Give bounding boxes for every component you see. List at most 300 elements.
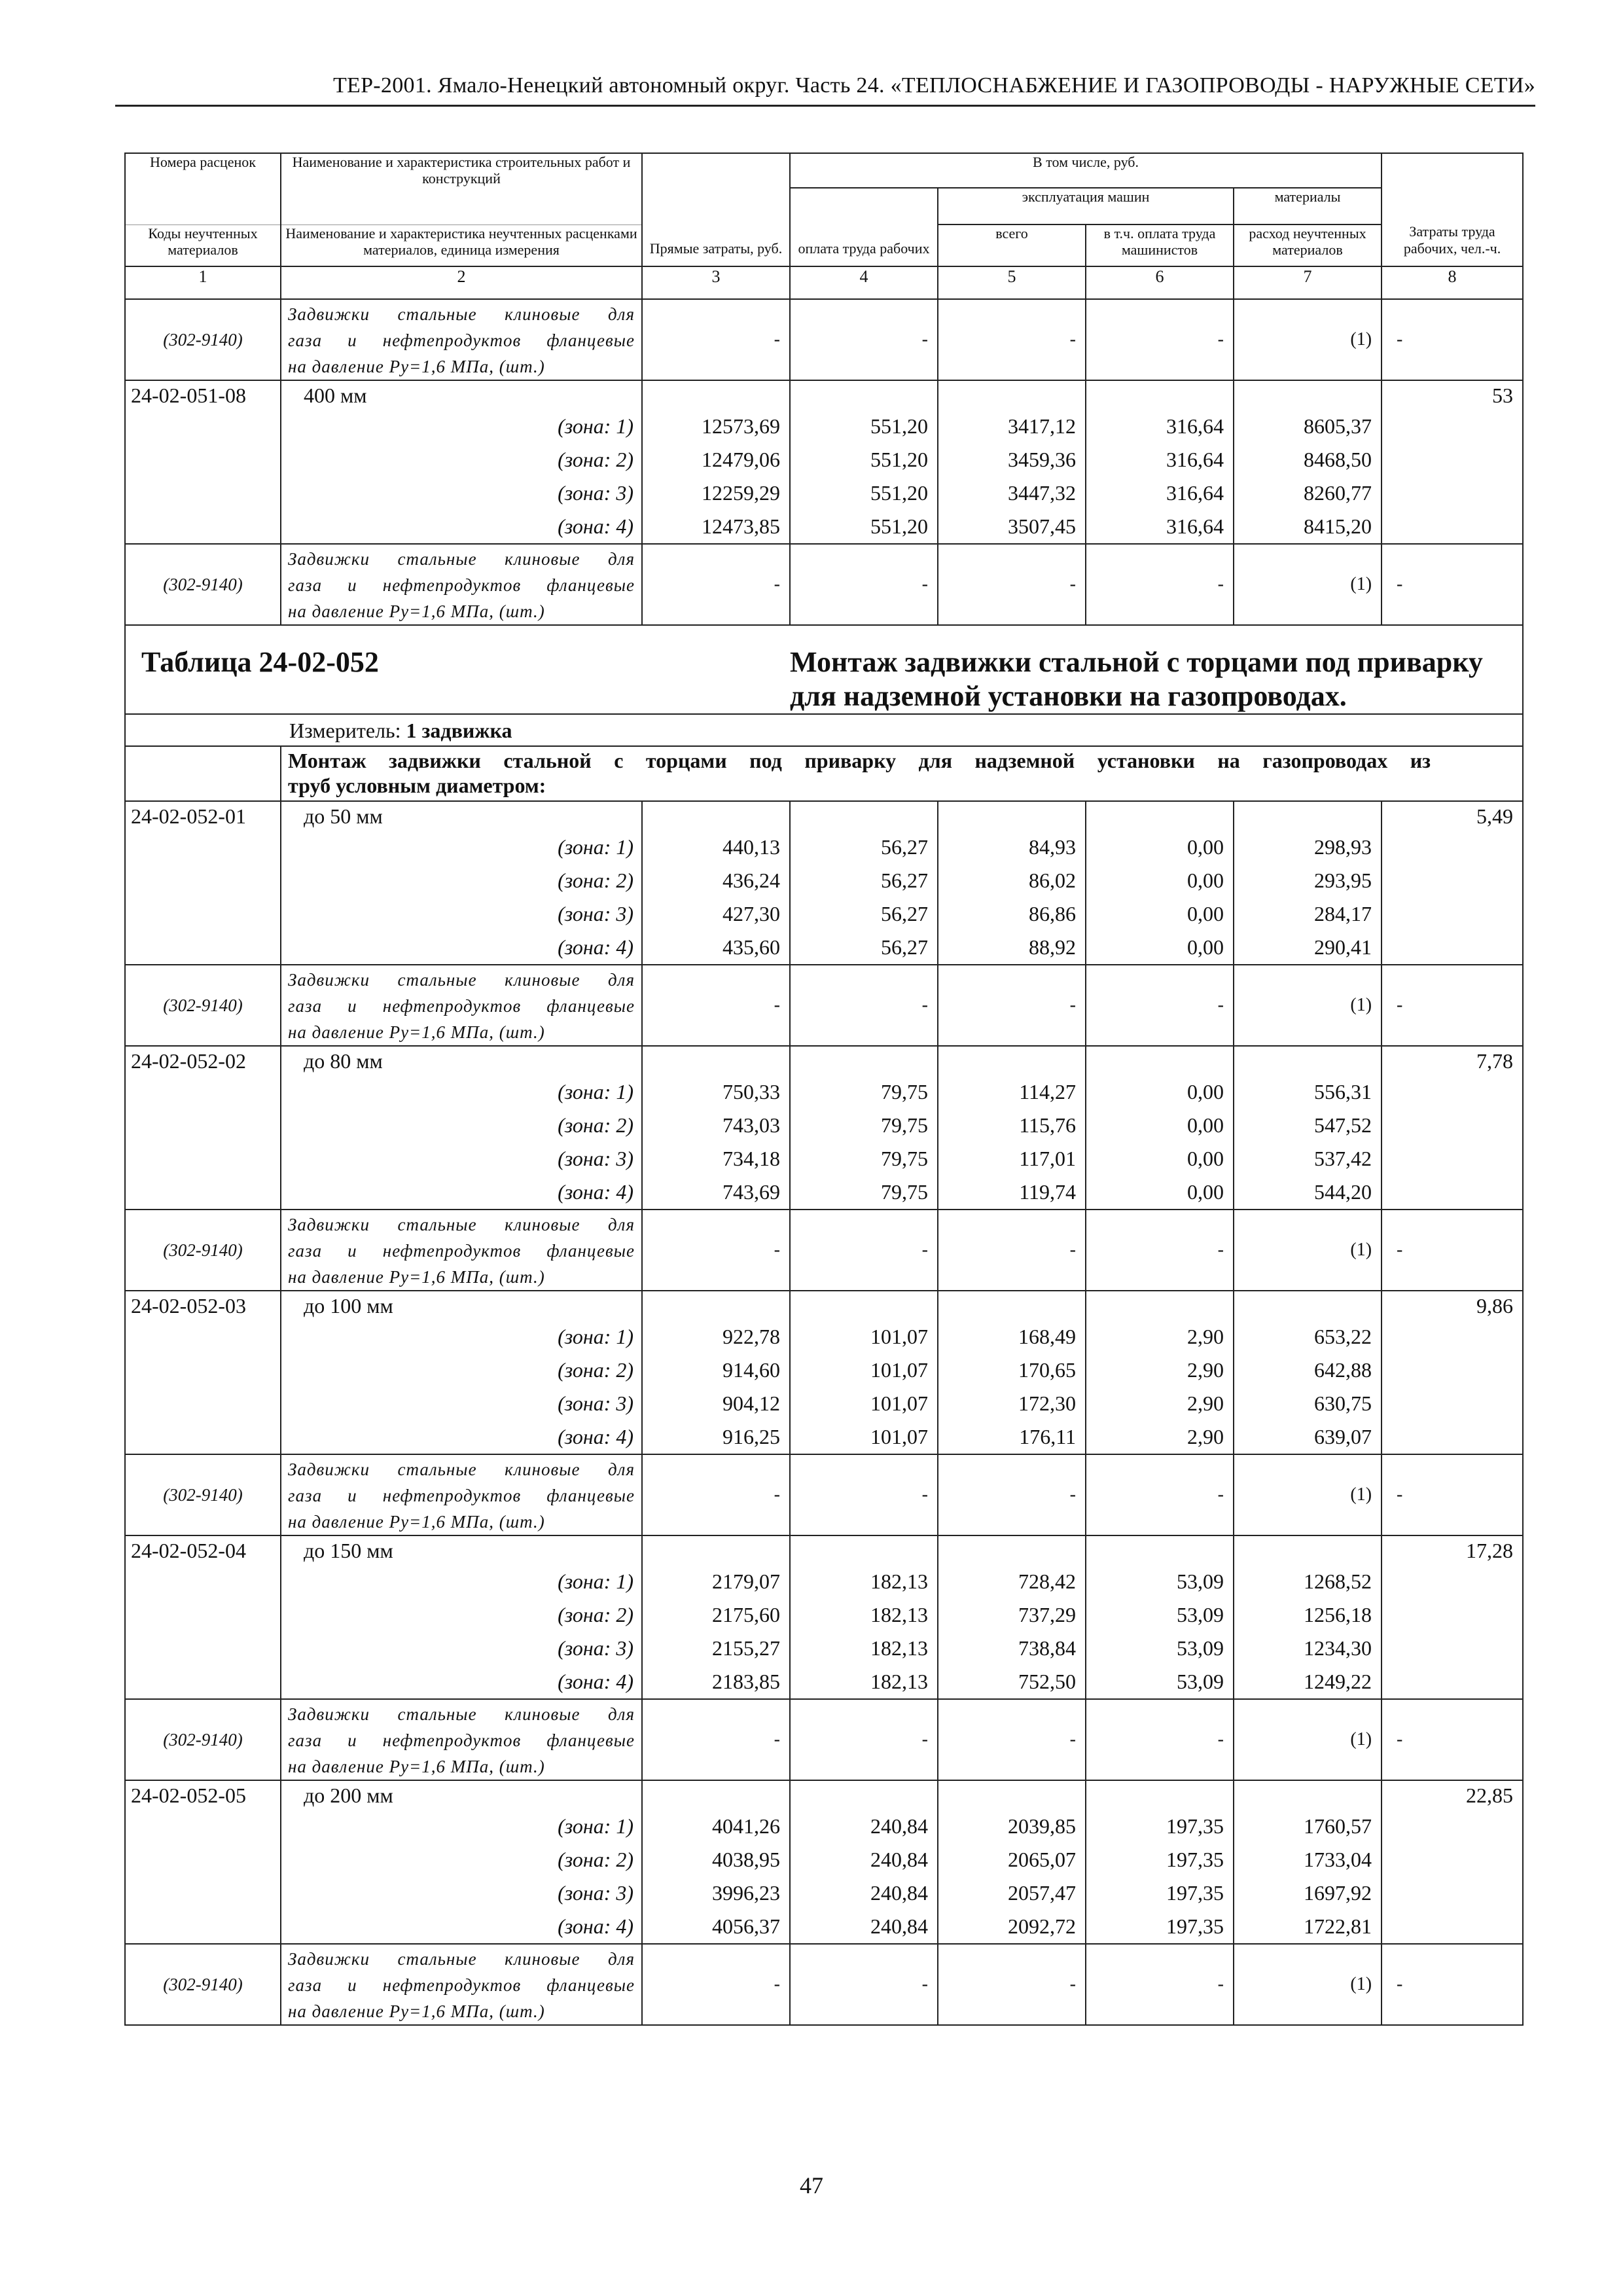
rate-values-cell bbox=[938, 1780, 1086, 1944]
zone-value: 1234,30 bbox=[1304, 1636, 1372, 1660]
material-description-line: на давление Ру=1,6 МПа, (шт.) bbox=[288, 1267, 545, 1287]
material-code: (302-9140) bbox=[125, 965, 281, 1046]
rate-code: 24-02-052-04 bbox=[125, 1535, 281, 1699]
zone-values bbox=[643, 410, 789, 543]
zone-value: 172,30 bbox=[1018, 1391, 1076, 1415]
column-number: 3 bbox=[642, 266, 790, 299]
zone-values bbox=[791, 831, 937, 964]
zone-label: (зона: 3) bbox=[558, 481, 633, 505]
zone-value: 904,12 bbox=[722, 1391, 780, 1415]
zone-value: 556,31 bbox=[1314, 1080, 1372, 1103]
material-dash: - bbox=[938, 1210, 1086, 1291]
zone-value: 743,69 bbox=[722, 1180, 780, 1204]
material-dash: - bbox=[642, 965, 790, 1046]
zone-value: 2,90 bbox=[1187, 1358, 1224, 1382]
rate-values-cell bbox=[938, 1291, 1086, 1454]
material-quantity: (1) bbox=[1234, 1944, 1382, 2025]
column-number: 7 bbox=[1234, 266, 1382, 299]
column-numbers-row bbox=[125, 266, 1523, 299]
material-description-line: на давление Ру=1,6 МПа, (шт.) bbox=[288, 1512, 545, 1532]
zone-value: 117,01 bbox=[1019, 1147, 1076, 1170]
material-labor-dash: - bbox=[1382, 1210, 1523, 1291]
zone-label: (зона: 3) bbox=[558, 902, 633, 925]
zone-value: 240,84 bbox=[870, 1881, 928, 1905]
zone-label: (зона: 4) bbox=[558, 935, 633, 959]
zone-value: 0,00 bbox=[1187, 935, 1224, 959]
zone-value: 293,95 bbox=[1314, 869, 1372, 892]
zone-value: 0,00 bbox=[1187, 1147, 1224, 1170]
zone-value: 8415,20 bbox=[1304, 514, 1372, 538]
header-material-consumption: расход неучтенных материалов bbox=[1234, 224, 1382, 266]
rate-values-cell bbox=[938, 380, 1086, 544]
zone-value: 197,35 bbox=[1166, 1914, 1224, 1938]
zone-values bbox=[1234, 1320, 1381, 1454]
zone-value: 0,00 bbox=[1187, 902, 1224, 925]
zone-value: 182,13 bbox=[870, 1603, 928, 1626]
zone-value: 176,11 bbox=[1019, 1425, 1076, 1448]
zone-value: 0,00 bbox=[1187, 835, 1224, 859]
rate-item-row bbox=[125, 1046, 1523, 1210]
zone-value: 197,35 bbox=[1166, 1848, 1224, 1871]
material-description-line: газа и нефтепродуктов фланцевые bbox=[288, 1241, 635, 1261]
zone-value: 2,90 bbox=[1187, 1425, 1224, 1448]
material-labor-dash: - bbox=[1382, 1944, 1523, 2025]
material-row bbox=[125, 1454, 1523, 1535]
material-dash: - bbox=[938, 544, 1086, 625]
header-machines-total: всего bbox=[938, 224, 1086, 266]
column-number: 1 bbox=[125, 266, 281, 299]
zone-value: 653,22 bbox=[1314, 1325, 1372, 1348]
zone-value: 316,64 bbox=[1166, 448, 1224, 471]
rate-item-row bbox=[125, 1291, 1523, 1454]
zone-value: 435,60 bbox=[722, 935, 780, 959]
zone-value: 1256,18 bbox=[1304, 1603, 1372, 1626]
zone-value: 0,00 bbox=[1187, 869, 1224, 892]
material-dash: - bbox=[790, 1454, 938, 1535]
material-description-line: газа и нефтепродуктов фланцевые bbox=[288, 1975, 635, 1995]
page-number: 47 bbox=[800, 2172, 823, 2198]
material-dash: - bbox=[938, 1699, 1086, 1780]
material-dash: - bbox=[642, 544, 790, 625]
zone-label: (зона: 4) bbox=[558, 1425, 633, 1448]
header-work-name: Наименование и характеристика строительных работ и конструкций bbox=[281, 153, 642, 224]
zone-value: 114,27 bbox=[1019, 1080, 1076, 1103]
zone-value: 8605,37 bbox=[1304, 414, 1372, 438]
zone-value: 639,07 bbox=[1314, 1425, 1372, 1448]
material-dash: - bbox=[1086, 299, 1234, 380]
zone-value: 3447,32 bbox=[1008, 481, 1076, 505]
zone-value: 2057,47 bbox=[1008, 1881, 1076, 1905]
rate-values-cell bbox=[642, 801, 790, 965]
zone-value: 630,75 bbox=[1314, 1391, 1372, 1415]
zone-value: 3459,36 bbox=[1008, 448, 1076, 471]
rate-values-cell bbox=[790, 801, 938, 965]
material-dash: - bbox=[790, 1699, 938, 1780]
zone-value: 79,75 bbox=[881, 1113, 928, 1137]
zone-values bbox=[1086, 1810, 1233, 1943]
material-dash: - bbox=[1086, 965, 1234, 1046]
rate-values-cell bbox=[1234, 380, 1382, 544]
column-number: 2 bbox=[281, 266, 642, 299]
rate-values-cell bbox=[1086, 1046, 1234, 1210]
zone-value: 547,52 bbox=[1314, 1113, 1372, 1137]
labor-value: 7,78 bbox=[1382, 1046, 1523, 1210]
zone-value: 1249,22 bbox=[1304, 1670, 1372, 1693]
material-description-line: Задвижки стальные клиновые для bbox=[288, 1704, 635, 1724]
zone-value: 440,13 bbox=[722, 835, 780, 859]
material-dash: - bbox=[642, 1944, 790, 2025]
zone-value: 8468,50 bbox=[1304, 448, 1372, 471]
header-including: В том числе, руб. bbox=[790, 153, 1382, 188]
zone-label: (зона: 2) bbox=[558, 1358, 633, 1382]
rate-values-cell bbox=[790, 1291, 938, 1454]
zone-value: 79,75 bbox=[881, 1080, 928, 1103]
material-dash: - bbox=[938, 965, 1086, 1046]
zone-value: 4038,95 bbox=[712, 1848, 780, 1871]
material-labor-dash: - bbox=[1382, 544, 1523, 625]
table-subtitle bbox=[790, 625, 1523, 714]
material-labor-dash: - bbox=[1382, 1699, 1523, 1780]
rate-values-cell bbox=[790, 380, 938, 544]
header-material-codes: Коды неучтенных материалов bbox=[125, 224, 281, 266]
zone-values bbox=[643, 1320, 789, 1454]
rate-values-cell bbox=[1086, 801, 1234, 965]
zone-value: 170,65 bbox=[1018, 1358, 1076, 1382]
material-quantity: (1) bbox=[1234, 1699, 1382, 1780]
zone-values bbox=[1086, 1320, 1233, 1454]
material-description-line: Задвижки стальные клиновые для bbox=[288, 970, 635, 990]
header-labor-costs bbox=[1382, 153, 1523, 266]
zone-value: 436,24 bbox=[722, 869, 780, 892]
material-dash: - bbox=[1086, 1210, 1234, 1291]
zone-values bbox=[1234, 410, 1381, 543]
column-number: 6 bbox=[1086, 266, 1234, 299]
zone-value: 79,75 bbox=[881, 1180, 928, 1204]
material-description bbox=[281, 544, 642, 625]
material-quantity: (1) bbox=[1234, 1454, 1382, 1535]
table-title-row bbox=[125, 625, 1523, 714]
rate-values-cell bbox=[1086, 1535, 1234, 1699]
rate-name-cell bbox=[281, 1535, 642, 1699]
zone-value: 86,02 bbox=[1029, 869, 1076, 892]
zone-value: 2155,27 bbox=[712, 1636, 780, 1660]
zone-value: 284,17 bbox=[1314, 902, 1372, 925]
zone-labels bbox=[281, 1810, 641, 1943]
material-description-line: Задвижки стальные клиновые для bbox=[288, 1949, 635, 1969]
zone-value: 922,78 bbox=[722, 1325, 780, 1348]
zone-value: 551,20 bbox=[870, 481, 928, 505]
zone-value: 79,75 bbox=[881, 1147, 928, 1170]
rate-values-cell bbox=[1234, 1535, 1382, 1699]
rate-code: 24-02-051-08 bbox=[125, 380, 281, 544]
zone-value: 734,18 bbox=[722, 1147, 780, 1170]
material-row bbox=[125, 965, 1523, 1046]
material-dash: - bbox=[1086, 1454, 1234, 1535]
zone-values bbox=[938, 831, 1085, 964]
header-direct-costs-label: Прямые затраты, руб. bbox=[649, 240, 783, 257]
labor-value: 5,49 bbox=[1382, 801, 1523, 965]
zone-values bbox=[1086, 831, 1233, 964]
zone-value: 101,07 bbox=[870, 1425, 928, 1448]
zone-value: 115,76 bbox=[1019, 1113, 1076, 1137]
zone-value: 1722,81 bbox=[1304, 1914, 1372, 1938]
zone-label: (зона: 3) bbox=[558, 1391, 633, 1415]
material-description-line: на давление Ру=1,6 МПа, (шт.) bbox=[288, 357, 545, 376]
zone-label: (зона: 2) bbox=[558, 1113, 633, 1137]
zone-value: 119,74 bbox=[1019, 1180, 1076, 1204]
zone-labels bbox=[281, 1075, 641, 1209]
material-description-line: на давление Ру=1,6 МПа, (шт.) bbox=[288, 601, 545, 621]
column-number: 4 bbox=[790, 266, 938, 299]
zone-values bbox=[1086, 1075, 1233, 1209]
zone-value: 53,09 bbox=[1177, 1570, 1224, 1593]
rate-values-cell bbox=[642, 1780, 790, 1944]
zone-value: 2065,07 bbox=[1008, 1848, 1076, 1871]
header-worker-pay-label: оплата труда рабочих bbox=[798, 240, 930, 257]
material-code: (302-9140) bbox=[125, 544, 281, 625]
material-description-line: на давление Ру=1,6 МПа, (шт.) bbox=[288, 2001, 545, 2021]
zone-value: 12479,06 bbox=[702, 448, 780, 471]
header-machinist-pay: в т.ч. оплата труда машинистов bbox=[1086, 224, 1234, 266]
page-header: ТЕР-2001. Ямало-Ненецкий автономный округ. Часть 24. «ТЕПЛОСНАБЖЕНИЕ И ГАЗОПРОВОДЫ - НАРУЖНЫЕ СЕТИ» bbox=[115, 73, 1535, 107]
zone-value: 1268,52 bbox=[1304, 1570, 1372, 1593]
zone-label: (зона: 4) bbox=[558, 1670, 633, 1693]
zone-value: 56,27 bbox=[881, 835, 928, 859]
material-dash: - bbox=[938, 1454, 1086, 1535]
zone-label: (зона: 3) bbox=[558, 1636, 633, 1660]
zone-value: 53,09 bbox=[1177, 1636, 1224, 1660]
zone-value: 298,93 bbox=[1314, 835, 1372, 859]
group-title bbox=[281, 746, 1523, 801]
rate-values-cell bbox=[938, 1046, 1086, 1210]
rate-values-cell bbox=[642, 1291, 790, 1454]
material-description bbox=[281, 1210, 642, 1291]
zone-value: 544,20 bbox=[1314, 1180, 1372, 1204]
zone-values bbox=[643, 831, 789, 964]
material-description bbox=[281, 965, 642, 1046]
zone-value: 2,90 bbox=[1187, 1391, 1224, 1415]
material-labor-dash: - bbox=[1382, 965, 1523, 1046]
zone-value: 53,09 bbox=[1177, 1670, 1224, 1693]
zone-value: 1733,04 bbox=[1304, 1848, 1372, 1871]
zone-value: 3417,12 bbox=[1008, 414, 1076, 438]
material-description-line: газа и нефтепродуктов фланцевые bbox=[288, 575, 635, 595]
header-labor-costs-label: Затраты труда рабочих, чел.-ч. bbox=[1403, 223, 1501, 257]
zone-label: (зона: 1) bbox=[558, 1570, 633, 1593]
zone-labels bbox=[281, 1320, 641, 1454]
zone-label: (зона: 4) bbox=[558, 514, 633, 538]
rate-name: до 100 мм bbox=[304, 1294, 393, 1318]
rate-values-cell bbox=[790, 1046, 938, 1210]
zone-value: 738,84 bbox=[1018, 1636, 1076, 1660]
material-dash: - bbox=[790, 1210, 938, 1291]
zone-labels bbox=[281, 831, 641, 964]
zone-labels bbox=[281, 410, 641, 543]
material-dash: - bbox=[790, 299, 938, 380]
rate-name-cell bbox=[281, 1046, 642, 1210]
measure-row bbox=[125, 714, 1523, 746]
zone-value: 750,33 bbox=[722, 1080, 780, 1103]
table-title: Таблица 24-02-052 bbox=[125, 625, 790, 714]
zone-values bbox=[1234, 1810, 1381, 1943]
rate-values-cell bbox=[938, 1535, 1086, 1699]
rate-values-cell bbox=[1086, 380, 1234, 544]
material-dash: - bbox=[642, 1699, 790, 1780]
zone-value: 4056,37 bbox=[712, 1914, 780, 1938]
zone-value: 8260,77 bbox=[1304, 481, 1372, 505]
zone-values bbox=[938, 1075, 1085, 1209]
labor-value: 9,86 bbox=[1382, 1291, 1523, 1454]
measure-cell bbox=[125, 714, 1523, 746]
material-dash: - bbox=[790, 544, 938, 625]
zone-value: 240,84 bbox=[870, 1848, 928, 1871]
zone-value: 240,84 bbox=[870, 1914, 928, 1938]
zone-value: 1760,57 bbox=[1304, 1814, 1372, 1838]
material-dash: - bbox=[790, 1944, 938, 2025]
material-description-line: газа и нефтепродуктов фланцевые bbox=[288, 996, 635, 1016]
labor-value: 22,85 bbox=[1382, 1780, 1523, 1944]
zone-value: 551,20 bbox=[870, 414, 928, 438]
zone-label: (зона: 3) bbox=[558, 1881, 633, 1905]
zone-value: 4041,26 bbox=[712, 1814, 780, 1838]
material-description bbox=[281, 1454, 642, 1535]
zone-value: 752,50 bbox=[1018, 1670, 1076, 1693]
zone-label: (зона: 1) bbox=[558, 414, 633, 438]
zone-value: 2092,72 bbox=[1008, 1914, 1076, 1938]
rate-name-cell bbox=[281, 801, 642, 965]
zone-values bbox=[938, 1810, 1085, 1943]
material-quantity: (1) bbox=[1234, 299, 1382, 380]
zone-value: 182,13 bbox=[870, 1636, 928, 1660]
rate-name: до 150 мм bbox=[304, 1539, 393, 1562]
zone-value: 2175,60 bbox=[712, 1603, 780, 1626]
header-direct-costs bbox=[642, 153, 790, 266]
zone-values bbox=[791, 1810, 937, 1943]
zone-value: 427,30 bbox=[722, 902, 780, 925]
zone-value: 168,49 bbox=[1018, 1325, 1076, 1348]
material-description-line: на давление Ру=1,6 МПа, (шт.) bbox=[288, 1022, 545, 1042]
rate-values-cell bbox=[1234, 1780, 1382, 1944]
zone-value: 3507,45 bbox=[1008, 514, 1076, 538]
zone-label: (зона: 4) bbox=[558, 1914, 633, 1938]
zone-value: 2,90 bbox=[1187, 1325, 1224, 1348]
zone-value: 101,07 bbox=[870, 1325, 928, 1348]
rate-values-cell bbox=[642, 1046, 790, 1210]
zone-label: (зона: 2) bbox=[558, 1603, 633, 1626]
header-rate-numbers: Номера расценок bbox=[125, 153, 281, 224]
material-code: (302-9140) bbox=[125, 1454, 281, 1535]
zone-value: 0,00 bbox=[1187, 1180, 1224, 1204]
zone-value: 101,07 bbox=[870, 1391, 928, 1415]
material-quantity: (1) bbox=[1234, 965, 1382, 1046]
zone-value: 551,20 bbox=[870, 448, 928, 471]
zone-values bbox=[643, 1810, 789, 1943]
zone-label: (зона: 4) bbox=[558, 1180, 633, 1204]
material-quantity: (1) bbox=[1234, 544, 1382, 625]
zone-value: 916,25 bbox=[722, 1425, 780, 1448]
zone-values bbox=[1086, 1565, 1233, 1698]
zone-label: (зона: 1) bbox=[558, 1080, 633, 1103]
zone-values bbox=[938, 1320, 1085, 1454]
zone-value: 537,42 bbox=[1314, 1147, 1372, 1170]
header-materials: материалы bbox=[1234, 188, 1382, 224]
material-description-line: Задвижки стальные клиновые для bbox=[288, 549, 635, 569]
zone-values bbox=[791, 1320, 937, 1454]
zone-value: 56,27 bbox=[881, 869, 928, 892]
rates-table bbox=[124, 152, 1524, 2026]
zone-label: (зона: 1) bbox=[558, 1325, 633, 1348]
rate-code: 24-02-052-03 bbox=[125, 1291, 281, 1454]
material-dash: - bbox=[642, 1210, 790, 1291]
rate-values-cell bbox=[1086, 1291, 1234, 1454]
material-code: (302-9140) bbox=[125, 1944, 281, 2025]
zone-value: 3996,23 bbox=[712, 1881, 780, 1905]
material-row bbox=[125, 1944, 1523, 2025]
zone-label: (зона: 2) bbox=[558, 869, 633, 892]
material-dash: - bbox=[642, 299, 790, 380]
zone-value: 12259,29 bbox=[702, 481, 780, 505]
rate-item-row bbox=[125, 801, 1523, 965]
labor-value: 53 bbox=[1382, 380, 1523, 544]
zone-value: 2039,85 bbox=[1008, 1814, 1076, 1838]
material-dash: - bbox=[642, 1454, 790, 1535]
material-code: (302-9140) bbox=[125, 1210, 281, 1291]
zone-value: 1697,92 bbox=[1304, 1881, 1372, 1905]
rate-name-cell bbox=[281, 380, 642, 544]
rate-values-cell bbox=[642, 380, 790, 544]
header-worker-pay bbox=[790, 188, 938, 266]
zone-value: 182,13 bbox=[870, 1670, 928, 1693]
zone-value: 316,64 bbox=[1166, 481, 1224, 505]
zone-values bbox=[791, 1075, 937, 1209]
material-description-line: газа и нефтепродуктов фланцевые bbox=[288, 331, 635, 350]
rate-code: 24-02-052-02 bbox=[125, 1046, 281, 1210]
zone-value: 316,64 bbox=[1166, 514, 1224, 538]
zone-value: 12573,69 bbox=[702, 414, 780, 438]
material-description-line: на давление Ру=1,6 МПа, (шт.) bbox=[288, 1757, 545, 1776]
rate-values-cell bbox=[642, 1535, 790, 1699]
rates-table-wrapper bbox=[124, 152, 1522, 2026]
column-number: 5 bbox=[938, 266, 1086, 299]
material-description-line: Задвижки стальные клиновые для bbox=[288, 304, 635, 324]
material-description bbox=[281, 1944, 642, 2025]
zone-values bbox=[643, 1565, 789, 1698]
rate-values-cell bbox=[790, 1535, 938, 1699]
zone-values bbox=[791, 1565, 937, 1698]
material-row bbox=[125, 299, 1523, 380]
zone-value: 88,92 bbox=[1029, 935, 1076, 959]
rate-values-cell bbox=[1234, 1291, 1382, 1454]
zone-value: 84,93 bbox=[1029, 835, 1076, 859]
zone-values bbox=[791, 410, 937, 543]
zone-label: (зона: 3) bbox=[558, 1147, 633, 1170]
zone-value: 737,29 bbox=[1018, 1603, 1076, 1626]
zone-label: (зона: 2) bbox=[558, 1848, 633, 1871]
rate-values-cell bbox=[790, 1780, 938, 1944]
material-labor-dash: - bbox=[1382, 299, 1523, 380]
zone-values bbox=[643, 1075, 789, 1209]
zone-value: 290,41 bbox=[1314, 935, 1372, 959]
rate-code: 24-02-052-01 bbox=[125, 801, 281, 965]
material-row bbox=[125, 1210, 1523, 1291]
zone-value: 197,35 bbox=[1166, 1814, 1224, 1838]
material-description-line: газа и нефтепродуктов фланцевые bbox=[288, 1486, 635, 1505]
table-subtitle-line-2: для надземной установки на газопроводах. bbox=[790, 680, 1347, 712]
zone-value: 197,35 bbox=[1166, 1881, 1224, 1905]
zone-label: (зона: 2) bbox=[558, 448, 633, 471]
zone-values bbox=[1234, 831, 1381, 964]
group-title-row bbox=[125, 746, 1523, 801]
